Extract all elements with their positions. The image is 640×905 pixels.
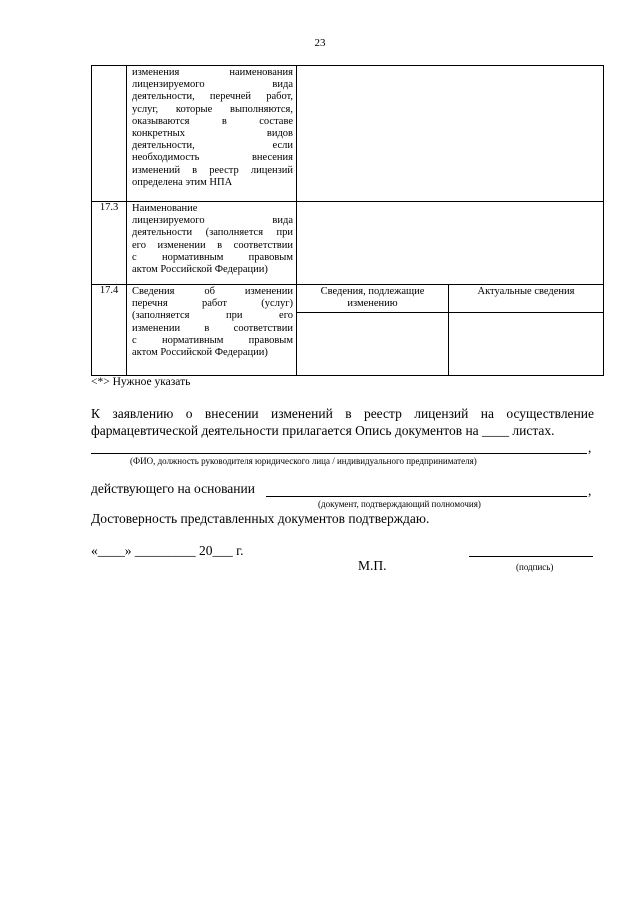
changed-info-cell: [297, 285, 449, 376]
row-description: [127, 66, 296, 191]
description-line: деятельности, если: [132, 140, 293, 152]
description-line: актом Российской Федерации): [132, 347, 268, 359]
confirmation-text: Достоверность представленных документов подтверждаю.: [91, 511, 430, 526]
signer-caption: (ФИО, должность руководителя юридического лица / индивидуального предпринимателя): [130, 456, 477, 466]
description-line: Сведения об изменении: [132, 286, 293, 297]
description-line: с нормативным правовым: [132, 251, 293, 263]
basis-fill-line[interactable]: [266, 496, 587, 497]
row-value-cell[interactable]: [297, 66, 604, 202]
page-number: 23: [314, 37, 326, 49]
description-line: его изменении в соответствии: [132, 239, 293, 251]
basis-caption: (документ, подтверждающий полномочия): [318, 499, 481, 509]
row-number: 17.4: [92, 285, 127, 376]
row-number-cell: [92, 66, 127, 202]
table-row-17-3: [92, 202, 604, 285]
description-line: изменения наименования: [132, 67, 293, 78]
form-table: [91, 65, 604, 376]
signature-caption: (подпись): [516, 562, 554, 572]
signer-comma: ,: [588, 440, 592, 455]
row-description: [127, 285, 296, 361]
date-line[interactable]: «____» _________ 20___ г.: [91, 543, 244, 558]
row-description-cell: [127, 66, 297, 202]
description-line: конкретных видов: [132, 128, 293, 140]
description-line: актом Российской Федерации): [132, 264, 268, 276]
description-line: услуг, которые выполняются,: [132, 103, 293, 115]
description-line: перечня работ (услуг): [132, 298, 293, 310]
actual-info-cell: [449, 285, 604, 376]
description-line: определена этим НПА: [132, 176, 233, 188]
description-line: необходимость внесения: [132, 152, 293, 164]
description-line: с нормативным правовым: [132, 334, 293, 346]
signer-fill-line[interactable]: [91, 453, 587, 454]
description-line: деятельности (заполняется при: [132, 227, 293, 239]
description-line: оказываются в составе: [132, 115, 293, 127]
description-line: изменений в реестр лицензий: [132, 164, 293, 176]
basis-comma: ,: [588, 483, 592, 498]
footnote: <*> Нужное указать: [91, 376, 191, 388]
row-value-cell[interactable]: [297, 202, 604, 285]
attachment-paragraph: К заявлению о внесении изменений в реестр лицензий на осуществление фармацевтической деятельности прилагается Опись документов на ____ листах.: [91, 406, 594, 438]
description-line: лицензируемого вида: [132, 215, 293, 227]
row-description-cell: [127, 285, 297, 376]
description-line: Наименование: [132, 203, 198, 214]
description-line: деятельности, перечней работ,: [132, 91, 293, 103]
row-number: 17.3: [92, 202, 127, 285]
basis-label: действующего на основании: [91, 481, 255, 496]
table-row-17-4: [92, 285, 604, 376]
row-description: [127, 202, 296, 278]
changed-info-header: Сведения, подлежащие изменению: [297, 285, 448, 313]
actual-info-header: Актуальные сведения: [449, 285, 603, 313]
description-line: лицензируемого вида: [132, 79, 293, 91]
description-line: (заполняется при его: [132, 310, 293, 322]
description-line: изменении в соответствии: [132, 322, 293, 334]
row-description-cell: [127, 202, 297, 285]
signature-fill-line[interactable]: [469, 556, 593, 557]
table-row-continuation: [92, 66, 604, 202]
stamp-label: М.П.: [358, 558, 387, 573]
